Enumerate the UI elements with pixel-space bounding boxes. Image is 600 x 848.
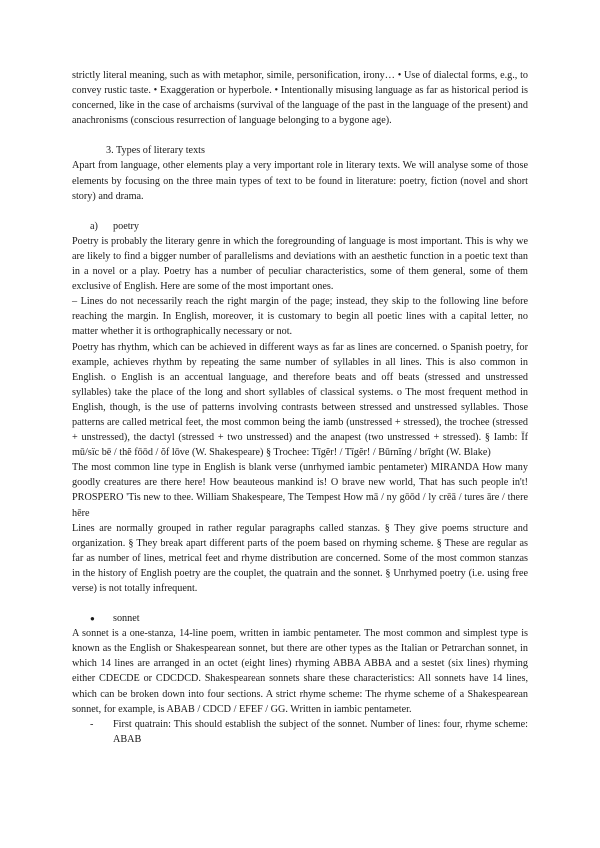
sonnet-heading [90,611,528,626]
poetry-paragraph-5: Lines are normally grouped in rather regular paragraphs called stanzas. § They give poems structure and organization. § They break apart different parts of the poem based on rhyming scheme. § These are regular as far as number of lines, metrical feet and rhyme distribution are concerned. Some of the most common stanzas in the history of English poetry are the couplet, the quatrain and the sonnet. § Unrhymed poetry (i.e. using free verse) is not totally infrequent. [72,522,528,594]
intro-paragraph: strictly literal meaning, such as with metaphor, simile, personification, irony… • Use of dialectal forms, e.g., to convey rustic taste. • Exaggeration or hyperbole. • Intentionally misusing language as far as historical period is concerned, like in the case of archaisms (survival of the language of the past in the language of the present) and anachronisms (conscious resurrection of language belonging to a bygone age). [72,70,528,127]
poetry-paragraph-2: – Lines do not necessarily reach the right margin of the page; instead, they skip to the following line before reaching the margin. In English, moreover, it is customary to begin all poetic lines with a capital letter, no matter whether it is orthographically necessary or not. [72,296,528,338]
sonnet-paragraph: A sonnet is a one-stanza, 14-line poem, written in iambic pentameter. The most common and simplest type is known as the English or Shakespearean sonnet, but there are other types as the Italian or Petrarchan sonnet, in which 14 lines are arranged in an octet (eight lines) rhyming ABBA ABBA and a sestet (six lines) rhyming either CDECDE or CDCDCD. Shakespearean sonnets share these characteristics: All sonnets have 14 lines, which can be broken down into four sections. A strict rhyme scheme: The rhyme scheme of a Shakespearean sonnet, for example, is ABAB / CDCD / EFEF / GG. Written in iambic pentameter. [72,628,528,715]
poetry-paragraph-3: Poetry has rhythm, which can be achieved in different ways as far as lines are concerned. o Spanish poetry, for example, achieves rhythm by repeating the same number of syllables in all lines. This is also common in English. o English is an accentual language, and therefore beats and off beats (stressed and unstressed syllables) take the place of the long and short syllables of classical systems. o The most frequent method in English, though, is the use of patterns involving contrasts between stressed and unstressed syllables. Those patterns are called metrical feet, the most common being the iamb (unstressed + stressed), the trochee (stressed + unstressed), the dactyl (stressed + two unstressed) and the anapest (two unstressed + stressed). § Iamb: Ïf mū/sïc bē / thĕ fōōd / ŏf lōve (W. Shakespeare) § Trochee: Tīgĕr! / Tīgĕr! / Būrnĭng / brīght (W. Blake) [72,341,528,459]
section-3-heading: 3. Types of literary texts [106,145,205,157]
poetry-heading [90,219,528,234]
list-item-text: First quatrain: This should establish the subject of the sonnet. Number of lines: four, rhyme scheme: ABAB [113,718,528,745]
list-item [90,717,528,747]
poetry-paragraph-4: The most common line type in English is blank verse (unrhymed iambic pentameter) MIRANDA How many goodly creatures are there here! How beauteous mankind is! O brave new world, That has such people in't! PROSPERO 'Tis new to thee. William Shakespeare, The Tempest How mā / ny gōōd / ly crēā / tures āre / there hēre [72,462,528,519]
page-content [72,68,528,747]
bullet-icon: ● [90,614,95,624]
sonnet-heading-label: sonnet [113,613,140,625]
section-3-paragraph: Apart from language, other elements play a very important role in literary texts. We will analyse some of those elements by focusing on the three main types of text to be found in literature: poetry, fiction (novel and short story) and drama. [72,160,528,202]
poetry-marker: a) [90,220,98,232]
poetry-paragraph-1: Poetry is probably the literary genre in which the foregrounding of language is most important. This is why we are likely to find a bigger number of parallelisms and deviations with an aesthetic function in a poetic text than in a novel or a play. Poetry has a number of peculiar characteristics, some of them general, some of them exclusive of English. Here are some of the most important ones. [72,235,528,293]
poetry-heading-label: poetry [113,220,140,232]
dash-marker: - [90,718,94,730]
